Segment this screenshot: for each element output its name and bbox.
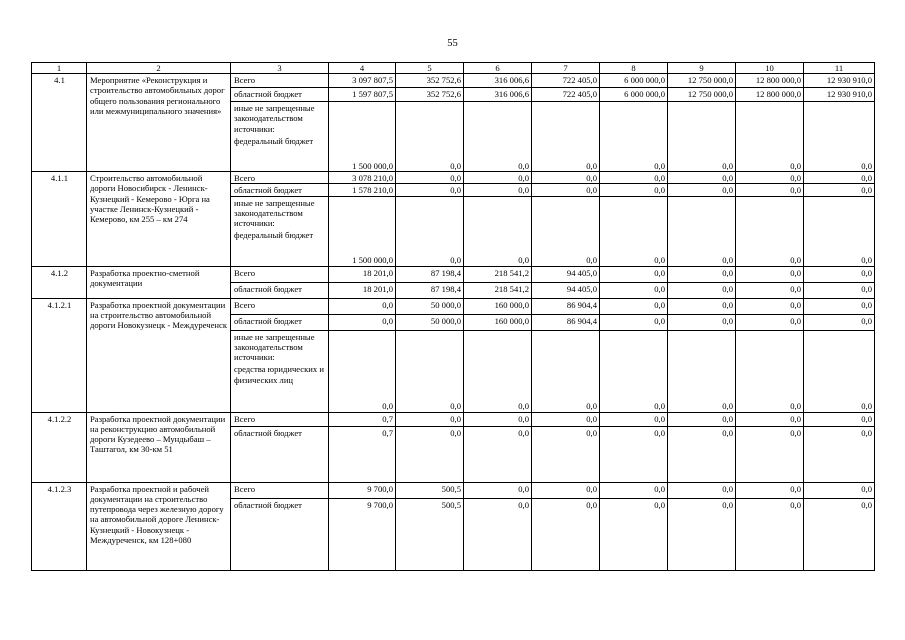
- amount-cell: 0,0: [329, 314, 396, 330]
- amount-cell: 0,0: [532, 172, 600, 184]
- funding-source-label: Всего: [234, 173, 256, 183]
- column-number-cell: 8: [600, 63, 668, 74]
- amount-cell: 12 750 000,0: [668, 74, 736, 88]
- amount-cell: 160 000,0: [464, 298, 532, 314]
- amount-cell: 0,0: [464, 172, 532, 184]
- funding-source: [231, 282, 329, 298]
- funding-source-other-label: иные не запрещенные законодательством источники:: [234, 103, 315, 134]
- column-number-cell: 2: [87, 63, 231, 74]
- funding-source: [231, 196, 329, 266]
- page-number: 55: [447, 38, 458, 49]
- amount-cell: 0,0: [668, 102, 736, 172]
- row-activity-name: Мероприятие «Реконструкция и строительство автомобильных дорог общего пользования регионального или межмуниципального значения»: [87, 74, 231, 172]
- amount-cell: 0,0: [736, 282, 804, 298]
- amount-cell: 0,0: [464, 184, 532, 196]
- row-activity-name: Разработка проектно-сметной документации: [87, 266, 231, 298]
- amount-cell: 0,0: [600, 282, 668, 298]
- amount-cell: 0,0: [532, 482, 600, 498]
- amount-cell: 0,0: [736, 330, 804, 412]
- amount-cell: 94 405,0: [532, 282, 600, 298]
- funding-source-label: федеральный бюджет: [234, 230, 314, 241]
- amount-cell: 0,0: [464, 498, 532, 570]
- table-row: [32, 298, 875, 314]
- amount-cell: 0,0: [464, 102, 532, 172]
- amount-cell: 0,0: [329, 298, 396, 314]
- amount-cell: 0,0: [804, 330, 875, 412]
- amount-cell: 0,0: [804, 426, 875, 482]
- amount-cell: 0,0: [668, 314, 736, 330]
- amount-cell: 0,0: [600, 426, 668, 482]
- table-row: [32, 74, 875, 88]
- amount-cell: 722 405,0: [532, 74, 600, 88]
- amount-cell: 0,0: [532, 196, 600, 266]
- row-activity-name: Разработка проектной и рабочей документации на строительство путепровода через железную дорогу на автомобильной дороге Ленинск-Кузнецкий - Новокузнецк - Междуреченск, км 128+080: [87, 482, 231, 570]
- column-number-cell: 4: [329, 63, 396, 74]
- amount-cell: 0,0: [804, 282, 875, 298]
- amount-cell: 0,0: [396, 330, 464, 412]
- amount-cell: 0,0: [736, 184, 804, 196]
- amount-cell: 0,0: [668, 412, 736, 426]
- funding-source: [231, 88, 329, 102]
- budget-table: [31, 62, 875, 571]
- funding-source: [231, 172, 329, 184]
- amount-cell: 9 700,0: [329, 482, 396, 498]
- funding-source-label: областной бюджет: [234, 89, 302, 99]
- amount-cell: 0,0: [600, 498, 668, 570]
- amount-cell: 218 541,2: [464, 266, 532, 282]
- amount-cell: 0,0: [532, 412, 600, 426]
- funding-source-label: областной бюджет: [234, 499, 302, 510]
- amount-cell: 0,0: [532, 330, 600, 412]
- amount-cell: 50 000,0: [396, 298, 464, 314]
- funding-source: [231, 330, 329, 412]
- amount-cell: 0,0: [600, 172, 668, 184]
- amount-cell: 0,0: [668, 426, 736, 482]
- column-number-cell: 1: [32, 63, 87, 74]
- amount-cell: 0,0: [804, 266, 875, 282]
- amount-cell: 0,0: [668, 196, 736, 266]
- amount-cell: 3 097 807,5: [329, 74, 396, 88]
- amount-cell: 0,0: [464, 196, 532, 266]
- row-activity-name: Строительство автомобильной дороги Новосибирск - Ленинск-Кузнецкий - Кемерово - Юрга на участке Ленинск-Кузнецкий - Кемерово, км 255 – км 274: [87, 172, 231, 267]
- table-row: [32, 266, 875, 282]
- column-number-cell: 11: [804, 63, 875, 74]
- amount-cell: 0,0: [804, 498, 875, 570]
- amount-cell: 0,0: [600, 330, 668, 412]
- amount-cell: 12 930 910,0: [804, 88, 875, 102]
- amount-cell: 0,0: [464, 482, 532, 498]
- funding-source: [231, 184, 329, 196]
- funding-source-label: Всего: [234, 483, 256, 494]
- amount-cell: 0,0: [532, 102, 600, 172]
- amount-cell: 0,0: [804, 196, 875, 266]
- amount-cell: 0,0: [532, 498, 600, 570]
- amount-cell: 0,0: [736, 102, 804, 172]
- row-activity-name: Разработка проектной документации на строительство автомобильной дороги Новокузнецк - Междуреченск: [87, 298, 231, 412]
- amount-cell: 0,0: [736, 426, 804, 482]
- amount-cell: 9 700,0: [329, 498, 396, 570]
- amount-cell: 18 201,0: [329, 282, 396, 298]
- funding-source-label: областной бюджет: [234, 185, 302, 196]
- table-row: [32, 172, 875, 184]
- row-code: 4.1: [32, 74, 87, 172]
- amount-cell: 6 000 000,0: [600, 88, 668, 102]
- amount-cell: 0,0: [600, 266, 668, 282]
- row-code: 4.1.2: [32, 266, 87, 298]
- amount-cell: 0,0: [736, 298, 804, 314]
- amount-cell: 0,0: [804, 314, 875, 330]
- amount-cell: 0,0: [396, 426, 464, 482]
- funding-source-label: областной бюджет: [234, 427, 302, 438]
- amount-cell: 0,0: [804, 172, 875, 184]
- funding-source: [231, 426, 329, 482]
- funding-source-label: Всего: [234, 75, 256, 85]
- amount-cell: 6 000 000,0: [600, 74, 668, 88]
- funding-source: [231, 482, 329, 498]
- amount-cell: 87 198,4: [396, 282, 464, 298]
- amount-cell: 0,0: [600, 184, 668, 196]
- column-number-cell: 3: [231, 63, 329, 74]
- amount-cell: 12 930 910,0: [804, 74, 875, 88]
- amount-cell: 0,0: [600, 314, 668, 330]
- amount-cell: 0,7: [329, 426, 396, 482]
- funding-source-label: областной бюджет: [234, 283, 302, 294]
- funding-source: [231, 498, 329, 570]
- funding-source: [231, 412, 329, 426]
- amount-cell: 0,0: [396, 172, 464, 184]
- amount-cell: 12 800 000,0: [736, 88, 804, 102]
- amount-cell: 0,0: [668, 498, 736, 570]
- amount-cell: 0,0: [736, 266, 804, 282]
- amount-cell: 0,0: [736, 482, 804, 498]
- funding-source-label: Всего: [234, 413, 256, 424]
- amount-cell: 0,0: [668, 184, 736, 196]
- amount-cell: 0,0: [464, 426, 532, 482]
- amount-cell: 0,0: [396, 196, 464, 266]
- amount-cell: 0,0: [804, 184, 875, 196]
- amount-cell: 0,0: [804, 298, 875, 314]
- amount-cell: 0,0: [736, 314, 804, 330]
- amount-cell: 0,0: [736, 196, 804, 266]
- amount-cell: 0,0: [600, 102, 668, 172]
- amount-cell: 0,0: [464, 330, 532, 412]
- amount-cell: 0,7: [329, 412, 396, 426]
- amount-cell: 160 000,0: [464, 314, 532, 330]
- table-row: [32, 412, 875, 426]
- row-code: 4.1.2.1: [32, 298, 87, 412]
- funding-source: [231, 266, 329, 282]
- row-activity-name: Разработка проектной документации на реконструкцию автомобильной дороги Кузедеево – Мундыбаш – Таштагол, км 30-км 51: [87, 412, 231, 482]
- amount-cell: 12 750 000,0: [668, 88, 736, 102]
- amount-cell: 0,0: [532, 184, 600, 196]
- amount-cell: 0,0: [464, 412, 532, 426]
- row-code: 4.1.2.2: [32, 412, 87, 482]
- amount-cell: 0,0: [804, 482, 875, 498]
- column-number-cell: 7: [532, 63, 600, 74]
- funding-source: [231, 102, 329, 172]
- column-number-row: [32, 63, 875, 74]
- funding-source: [231, 314, 329, 330]
- funding-source-label: областной бюджет: [234, 315, 302, 326]
- amount-cell: 86 904,4: [532, 298, 600, 314]
- amount-cell: 0,0: [600, 482, 668, 498]
- amount-cell: 0,0: [668, 266, 736, 282]
- amount-cell: 86 904,4: [532, 314, 600, 330]
- amount-cell: 500,5: [396, 498, 464, 570]
- amount-cell: 0,0: [668, 298, 736, 314]
- amount-cell: 0,0: [804, 102, 875, 172]
- funding-source-label: Всего: [234, 267, 256, 278]
- funding-source: [231, 298, 329, 314]
- amount-cell: 0,0: [396, 412, 464, 426]
- row-code: 4.1.2.3: [32, 482, 87, 570]
- funding-source-label: федеральный бюджет: [234, 135, 314, 146]
- amount-cell: 1 500 000,0: [329, 102, 396, 172]
- column-number-cell: 6: [464, 63, 532, 74]
- row-code: 4.1.1: [32, 172, 87, 267]
- amount-cell: 1 500 000,0: [329, 196, 396, 266]
- amount-cell: 3 078 210,0: [329, 172, 396, 184]
- amount-cell: 94 405,0: [532, 266, 600, 282]
- amount-cell: 1 597 807,5: [329, 88, 396, 102]
- amount-cell: 50 000,0: [396, 314, 464, 330]
- amount-cell: 218 541,2: [464, 282, 532, 298]
- amount-cell: 0,0: [668, 172, 736, 184]
- amount-cell: 12 800 000,0: [736, 74, 804, 88]
- amount-cell: 0,0: [396, 184, 464, 196]
- amount-cell: 316 006,6: [464, 74, 532, 88]
- amount-cell: 0,0: [736, 412, 804, 426]
- amount-cell: 0,0: [668, 482, 736, 498]
- amount-cell: 0,0: [600, 412, 668, 426]
- column-number-cell: 10: [736, 63, 804, 74]
- table-row: [32, 482, 875, 498]
- amount-cell: 0,0: [329, 330, 396, 412]
- amount-cell: 352 752,6: [396, 74, 464, 88]
- funding-source-label: Всего: [234, 299, 256, 310]
- amount-cell: 0,0: [600, 196, 668, 266]
- amount-cell: 0,0: [736, 172, 804, 184]
- amount-cell: 0,0: [668, 282, 736, 298]
- funding-source-other-label: иные не запрещенные законодательством источники:: [234, 331, 315, 363]
- amount-cell: 0,0: [668, 330, 736, 412]
- amount-cell: 0,0: [804, 412, 875, 426]
- amount-cell: 352 752,6: [396, 88, 464, 102]
- amount-cell: 87 198,4: [396, 266, 464, 282]
- amount-cell: 0,0: [532, 426, 600, 482]
- column-number-cell: 5: [396, 63, 464, 74]
- amount-cell: 18 201,0: [329, 266, 396, 282]
- amount-cell: 1 578 210,0: [329, 184, 396, 196]
- funding-source-other-label: иные не запрещенные законодательством источники:: [234, 197, 315, 229]
- amount-cell: 0,0: [600, 298, 668, 314]
- amount-cell: 316 006,6: [464, 88, 532, 102]
- funding-source: [231, 74, 329, 88]
- amount-cell: 500,5: [396, 482, 464, 498]
- amount-cell: 722 405,0: [532, 88, 600, 102]
- funding-source-label: средства юридических и физических лиц: [234, 364, 324, 385]
- amount-cell: 0,0: [736, 498, 804, 570]
- column-number-cell: 9: [668, 63, 736, 74]
- amount-cell: 0,0: [396, 102, 464, 172]
